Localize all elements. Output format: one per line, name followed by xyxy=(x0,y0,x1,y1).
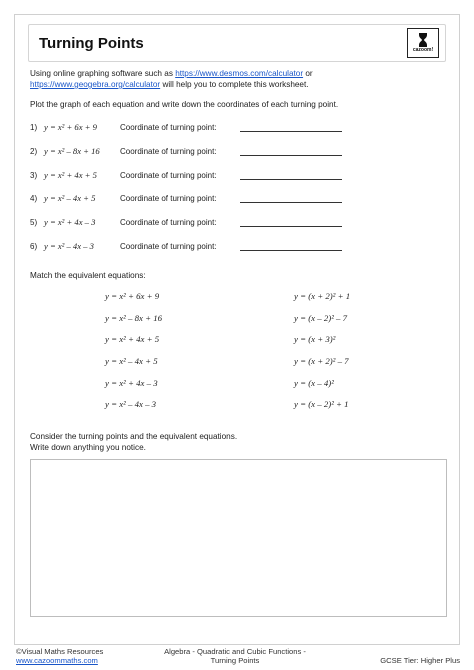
question-label: Coordinate of turning point: xyxy=(120,241,217,251)
question-equation: y = x² – 4x + 5 xyxy=(44,193,96,203)
question-label: Coordinate of turning point: xyxy=(120,122,217,132)
hourglass-icon xyxy=(418,33,428,47)
match-heading: Match the equivalent equations: xyxy=(30,271,146,280)
match-left-equation[interactable]: y = x² + 4x + 5 xyxy=(105,334,160,344)
match-right-equation[interactable]: y = (x + 2)² + 1 xyxy=(294,291,351,301)
question-number: 5) xyxy=(30,217,38,227)
consider-line-1: Consider the turning points and the equivalent equations. xyxy=(30,432,238,441)
match-right-equation[interactable]: y = (x + 3)² xyxy=(294,334,336,344)
geogebra-link[interactable]: https://www.geogebra.org/calculator xyxy=(30,80,161,89)
intro-line-2 xyxy=(30,79,309,90)
question-equation: y = x² + 4x + 5 xyxy=(44,170,97,180)
question-label: Coordinate of turning point: xyxy=(120,217,217,227)
match-right-equation[interactable]: y = (x – 2)² – 7 xyxy=(294,313,348,323)
question-row xyxy=(30,216,342,228)
match-right-equation[interactable]: y = (x + 2)² – 7 xyxy=(294,356,349,366)
answer-line[interactable] xyxy=(240,193,342,203)
question-label: Coordinate of turning point: xyxy=(120,146,217,156)
intro-text-or: or xyxy=(303,69,313,78)
footer-site-link[interactable]: www.cazoommaths.com xyxy=(16,656,98,665)
match-left-equation[interactable]: y = x² – 4x + 5 xyxy=(105,356,158,366)
question-equation: y = x² – 4x – 3 xyxy=(44,241,94,251)
footer-topic-line-2: Turning Points xyxy=(210,656,260,665)
instruction: Plot the graph of each equation and write down the coordinates of each turning point. xyxy=(30,100,339,109)
logo-text: cazoom! xyxy=(412,47,434,53)
question-label: Coordinate of turning point: xyxy=(120,170,217,180)
page-title: Turning Points xyxy=(39,34,144,52)
match-left-equation[interactable]: y = x² – 4x – 3 xyxy=(105,399,157,409)
cazoom-logo xyxy=(407,28,439,58)
question-equation: y = x² + 6x + 9 xyxy=(44,122,97,132)
intro-line-1 xyxy=(30,68,313,79)
question-equation: y = x² – 8x + 16 xyxy=(44,146,100,156)
question-number: 1) xyxy=(30,122,38,132)
question-row xyxy=(30,169,342,181)
match-right-equation[interactable]: y = (x – 2)² + 1 xyxy=(294,399,349,409)
question-label: Coordinate of turning point: xyxy=(120,193,217,203)
question-number: 6) xyxy=(30,241,38,251)
footer-tier: GCSE Tier: Higher Plus xyxy=(380,656,460,665)
intro-text: Using online graphing software such as xyxy=(30,69,176,78)
match-left-equation[interactable]: y = x² + 4x – 3 xyxy=(105,378,158,388)
answer-line[interactable] xyxy=(240,170,342,180)
answer-line[interactable] xyxy=(240,122,342,132)
question-row xyxy=(30,240,342,252)
desmos-link[interactable]: https://www.desmos.com/calculator xyxy=(175,69,304,78)
question-row xyxy=(30,121,342,133)
question-number: 4) xyxy=(30,193,38,203)
question-number: 3) xyxy=(30,170,38,180)
question-row xyxy=(30,145,342,157)
footer-copyright: ©Visual Maths Resources xyxy=(16,647,104,656)
consider-line-2: Write down anything you notice. xyxy=(30,443,146,452)
answer-line[interactable] xyxy=(240,146,342,156)
match-left-equation[interactable]: y = x² + 6x + 9 xyxy=(105,291,160,301)
match-left-equation[interactable]: y = x² – 8x + 16 xyxy=(105,313,163,323)
notes-answer-box[interactable] xyxy=(30,459,447,617)
answer-line[interactable] xyxy=(240,241,342,251)
question-number: 2) xyxy=(30,146,38,156)
worksheet-header xyxy=(28,24,446,62)
question-equation: y = x² + 4x – 3 xyxy=(44,217,96,227)
answer-line[interactable] xyxy=(240,217,342,227)
intro-text-2: will help you to complete this worksheet. xyxy=(160,80,309,89)
footer-topic-line-1: Algebra - Quadratic and Cubic Functions - xyxy=(164,647,306,656)
match-right-equation[interactable]: y = (x – 4)² xyxy=(294,378,334,388)
question-row xyxy=(30,192,342,204)
